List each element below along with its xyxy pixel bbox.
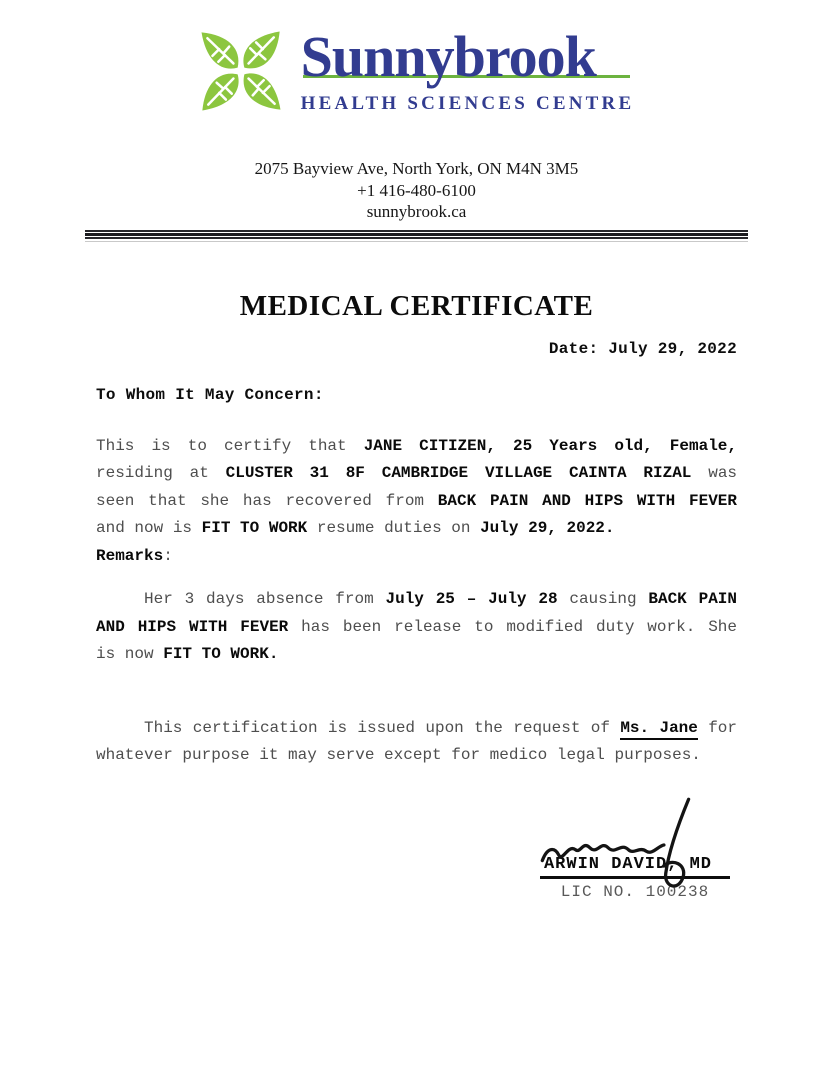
certificate-body — [96, 433, 737, 770]
contact-block — [96, 158, 737, 223]
emphasis-text: FIT TO WORK — [201, 519, 308, 537]
emphasis-text: July 29, 2022. — [480, 519, 615, 537]
body-text: was — [691, 464, 738, 482]
brand-box — [300, 23, 635, 89]
salutation: To Whom It May Concern: — [96, 385, 324, 404]
emphasis-text: July 25 – July 28 — [385, 590, 558, 608]
body-paragraph — [96, 586, 737, 669]
text-line — [96, 715, 737, 743]
emphasis-text: BACK PAIN AND HIPS WITH FEVER — [437, 491, 737, 510]
certificate-title: MEDICAL CERTIFICATE — [239, 289, 594, 322]
text-line — [96, 543, 737, 571]
emphasis-text: JANE CITIZEN, 25 Years old, Female, — [363, 436, 737, 455]
text-line — [96, 742, 737, 770]
body-text: resume duties on — [307, 519, 481, 537]
body-text: whatever purpose it may serve except for medico legal purposes. — [96, 746, 701, 764]
license-number: LIC NO. 100238 — [560, 882, 710, 901]
physician-name: ARWIN DAVID, MD — [540, 855, 730, 879]
signature-block — [535, 794, 735, 901]
handwritten-signature-icon — [535, 794, 727, 896]
body-text: and now is — [96, 519, 202, 537]
body-text: has been release to modified duty work. She — [288, 617, 737, 636]
body-text: causing — [557, 590, 649, 608]
brand-subtitle: HEALTH SCIENCES CENTRE — [300, 93, 635, 115]
emphasis-text: . — [268, 645, 279, 663]
body-paragraph — [96, 433, 737, 571]
body-text: residing at — [96, 464, 226, 482]
body-text: This is to certify that — [96, 436, 364, 455]
address-line: 2075 Bayview Ave, North York, ON M4N 3M5 — [254, 159, 579, 178]
text-line — [96, 614, 737, 642]
text-line — [96, 488, 737, 516]
letterhead — [96, 23, 737, 116]
website-line: sunnybrook.ca — [366, 202, 467, 221]
body-text: : — [163, 546, 173, 565]
text-line — [96, 433, 737, 461]
letterhead-rule — [85, 230, 748, 242]
brand-block — [300, 23, 635, 115]
body-text: for — [697, 718, 738, 737]
emphasis-text: AND HIPS WITH FEVER — [96, 617, 289, 636]
text-line — [96, 515, 737, 543]
body-text: Her 3 days absence from — [144, 590, 386, 608]
body-paragraph — [96, 715, 737, 770]
date-line: Date: July 29, 2022 — [548, 339, 737, 358]
text-line — [96, 586, 737, 614]
emphasis-text: BACK PAIN — [648, 590, 737, 608]
emphasis-text: FIT TO WORK — [163, 645, 269, 663]
text-line — [96, 641, 737, 669]
emphasis-text: Remarks — [96, 546, 164, 565]
body-text: is now — [96, 645, 164, 663]
emphasis-text: CLUSTER 31 8F CAMBRIDGE VILLAGE CAINTA RIZAL — [225, 464, 692, 482]
body-text: seen that she has recovered from — [96, 491, 438, 510]
body-text: This certification is issued upon the request of — [144, 718, 621, 737]
phone-line: +1 416-480-6100 — [357, 180, 476, 200]
text-line — [96, 460, 737, 488]
sunnybrook-leaves-icon — [199, 26, 283, 116]
brand-name: Sunnybrook — [300, 23, 596, 89]
emphasis-text: Ms. Jane — [620, 719, 698, 740]
